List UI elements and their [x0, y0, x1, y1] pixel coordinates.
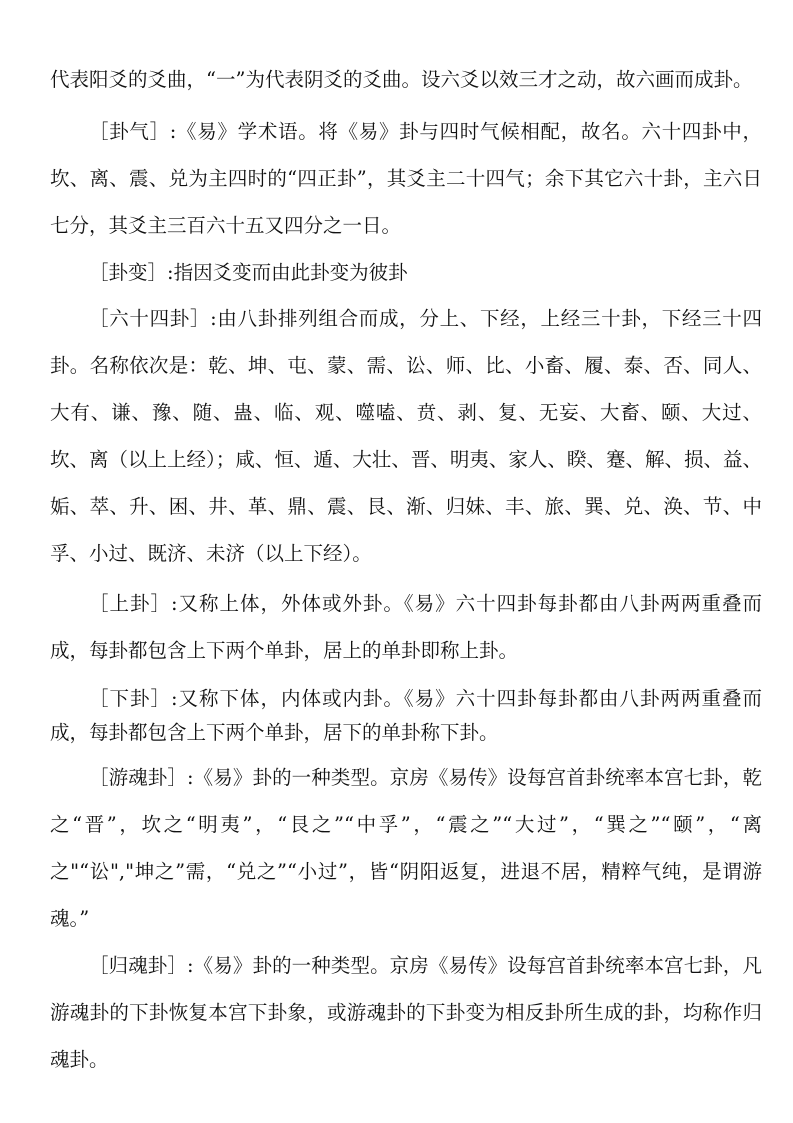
paragraph-returning-soul: ［归魂卦］:《易》卦的一种类型。京房《易传》设每宫首卦统率本宫七卦，凡游魂卦的下卦恢复本宫下卦象，或游魂卦的下卦变为相反卦所生成的卦，均称作归魂卦。: [50, 954, 762, 1071]
paragraph-sixty-four-hexagrams: ［六十四卦］:由八卦排列组合而成，分上、下经，上经三十卦，下经三十四卦。名称依次是：乾、坤、屯、蒙、需、讼、师、比、小畜、履、泰、否、同人、大有、谦、豫、随、蛊、临、观、噬嗑、贲、剥、复、无妄、大畜、颐、大过、坎、离（以上上经）；咸、恒、遁、大壮、晋、明夷、家人、睽、蹇、解、损、益、姤、萃、升、困、井、革、鼎、震、艮、渐、归妹、丰、旅、巽、兑、涣、节、中孚、小过、既济、未济（以上下经）。: [50, 307, 762, 565]
paragraph-continuation: 代表阳爻的爻曲，“一”为代表阴爻的爻曲。设六爻以效三才之动，故六画而成卦。: [50, 68, 753, 91]
paragraph-upper-trigram: ［上卦］:又称上体，外体或外卦。《易》六十四卦每卦都由八卦两两重叠而成，每卦都包含上下两个单卦，居上的单卦即称上卦。: [50, 592, 762, 662]
paragraph-lower-trigram: ［下卦］:又称下体，内体或内卦。《易》六十四卦每卦都由八卦两两重叠而成，每卦都包含上下两个单卦，居下的单卦称下卦。: [50, 687, 762, 744]
paragraph-guaqi: ［卦气］:《易》学术语。将《易》卦与四时气候相配，故名。六十四卦中，坎、离、震、兑为主四时的“四正卦”，其爻主二十四气；余下其它六十卦，主六日七分，其爻主三百六十五又四分之一日。: [50, 120, 762, 237]
paragraph-guabian: ［卦变］:指因爻变而由此卦变为彼卦: [89, 261, 408, 284]
paragraph-wandering-soul: ［游魂卦］:《易》卦的一种类型。京房《易传》设每宫首卦统率本宫七卦，乾之“晋”，坎之“明夷”，“艮之”“中孚”，“震之”“大过”，“巽之”“颐”，“离之"“讼","坤之”需，“兑之”“小过”，皆“阴阳返复，进退不居，精粹气纯，是谓游魂。”: [50, 766, 762, 930]
